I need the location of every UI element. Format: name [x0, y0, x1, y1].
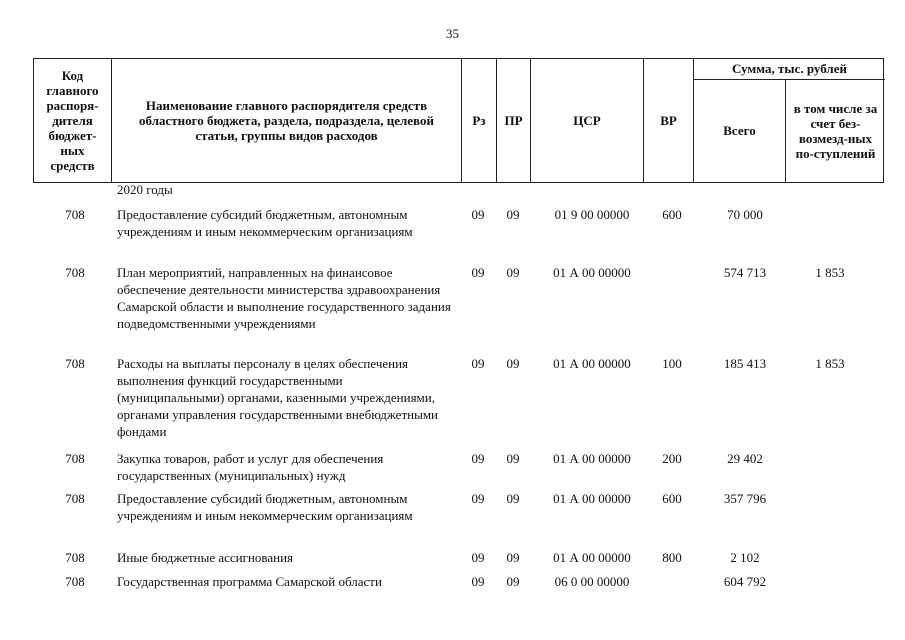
row-code: 708 [65, 451, 85, 466]
header-name [112, 59, 462, 182]
continuation-text: 2020 годы [117, 182, 173, 197]
row-total: 357 796 [723, 491, 767, 506]
row-vr: 200 [662, 451, 682, 466]
header-pr: ПР [497, 59, 531, 182]
row-rz: 09 [471, 491, 485, 506]
row-vr: 600 [662, 491, 682, 506]
row-code: 708 [65, 574, 85, 589]
row-rz: 09 [471, 265, 485, 280]
row-pr: 09 [506, 550, 520, 565]
header-code [34, 59, 112, 182]
row-rz: 09 [471, 207, 485, 222]
row-pr: 09 [506, 574, 520, 589]
row-code: 708 [65, 491, 85, 506]
header-code-label: Код главного распоря-дителя бюджет-ных средств [46, 68, 99, 173]
row-free: 1 853 [815, 356, 845, 371]
row-csr: 06 0 00 00000 [554, 574, 630, 589]
row-rz: 09 [471, 356, 485, 371]
row-csr: 01 А 00 00000 [553, 451, 631, 466]
row-free: 1 853 [815, 265, 845, 280]
row-total: 29 402 [727, 451, 763, 466]
header-total: Всего [694, 79, 786, 182]
row-vr: 600 [662, 207, 682, 222]
row-code: 708 [65, 265, 85, 280]
row-rz: 09 [471, 550, 485, 565]
row-vr: 800 [662, 550, 682, 565]
row-pr: 09 [506, 356, 520, 371]
row-rz: 09 [471, 574, 485, 589]
header-vr: ВР [644, 59, 694, 182]
row-name: Иные бюджетные ассигнования [117, 550, 294, 565]
table-header [33, 58, 884, 183]
row-name: Предоставление субсидий бюджетным, автономным учреждениям и иным некоммерческим организациям [117, 491, 413, 523]
row-name: План мероприятий, направленных на финансовое обеспечение деятельности министерства здравоохранения Самарской области и выполнение государственного задания подведомственными учреждениями [117, 265, 451, 331]
row-code: 708 [65, 550, 85, 565]
header-rz: Рз [462, 59, 497, 182]
row-name: Расходы на выплаты персоналу в целях обеспечения выполнения функций государственными (муниципальными) органами, казенными учреждениями, органами управления государственными внебюджетными фондами [117, 356, 439, 439]
row-pr: 09 [506, 265, 520, 280]
row-vr: 100 [662, 356, 682, 371]
row-csr: 01 А 00 00000 [553, 265, 631, 280]
header-sum [694, 59, 885, 182]
row-csr: 01 9 00 00000 [554, 207, 630, 222]
header-free-label: в том числе за счет без-возмезд-ных по-ступлений [793, 100, 878, 161]
header-csr: ЦСР [531, 59, 644, 182]
row-total: 604 792 [723, 574, 767, 589]
page-number: 35 [446, 26, 459, 41]
row-pr: 09 [506, 451, 520, 466]
row-total: 185 413 [723, 356, 767, 371]
row-pr: 09 [506, 491, 520, 506]
row-code: 708 [65, 207, 85, 222]
row-csr: 01 А 00 00000 [553, 491, 631, 506]
row-total: 574 713 [723, 265, 767, 280]
row-code: 708 [65, 356, 85, 371]
row-csr: 01 А 00 00000 [553, 356, 631, 371]
row-name: Предоставление субсидий бюджетным, автономным учреждениям и иным некоммерческим организациям [117, 207, 413, 239]
row-name: Государственная программа Самарской области [117, 574, 382, 589]
header-free [786, 79, 885, 182]
row-rz: 09 [471, 451, 485, 466]
header-sum-title: Сумма, тыс. рублей [694, 59, 885, 80]
row-total: 70 000 [727, 207, 763, 222]
header-name-label: Наименование главного распорядителя средств областного бюджета, раздела, подраздела, целевой статьи, группы видов расходов [139, 98, 434, 143]
row-pr: 09 [506, 207, 520, 222]
row-csr: 01 А 00 00000 [553, 550, 631, 565]
row-name: Закупка товаров, работ и услуг для обеспечения государственных (муниципальных) нужд [117, 451, 384, 483]
row-total: 2 102 [730, 550, 760, 565]
